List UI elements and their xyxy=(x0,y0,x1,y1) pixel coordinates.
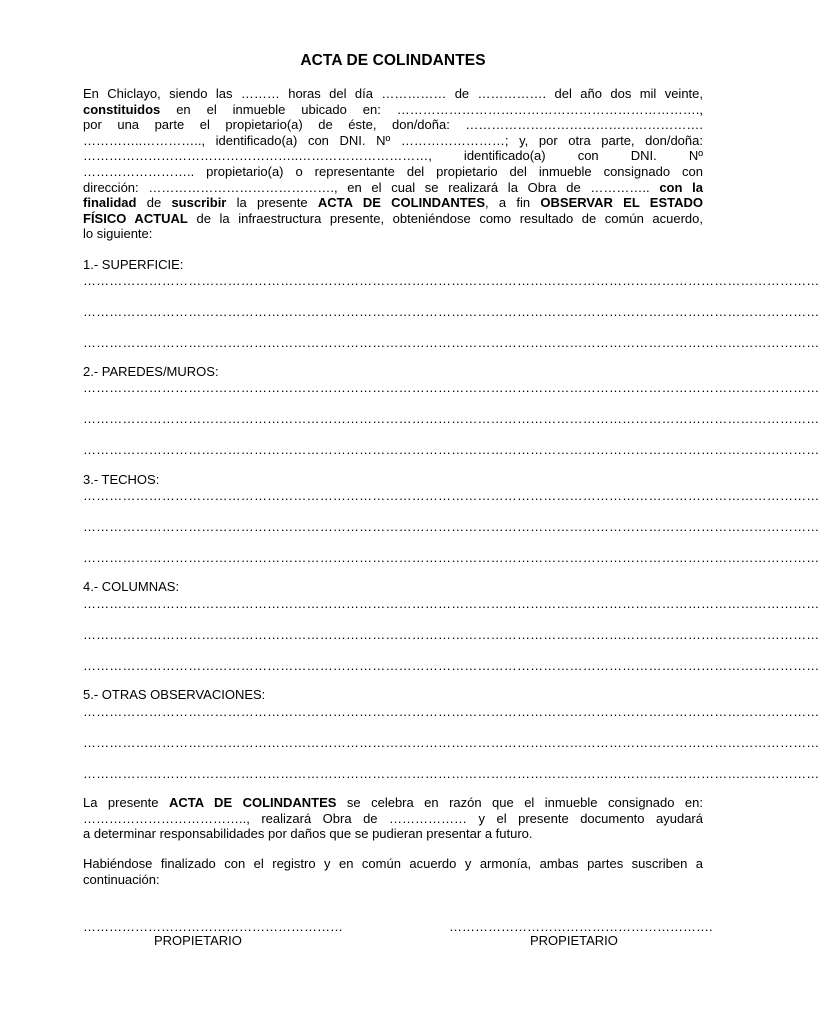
intro-line-1: En Chiclayo, siendo las ……… horas del día …………… de ……………. del año dos mil veinte, xyxy=(83,86,703,101)
signature-line-left[interactable]: …………………………………………………… xyxy=(83,919,343,934)
fill-line[interactable]: …………………………………………………………………………………………………………………………………………………… xyxy=(83,273,819,288)
closing-line-3: a determinar responsabilidades por daños que se pudieran presentar a futuro. xyxy=(83,826,533,842)
fill-line[interactable]: …………………………………………………………………………………………………………………………………………………… xyxy=(83,658,819,673)
fill-line[interactable]: …………………………………………………………………………………………………………………………………………………… xyxy=(83,380,819,395)
closing-line-1: La presente ACTA DE COLINDANTES se celebra en razón que el inmueble consignado en: xyxy=(83,795,703,810)
fill-line[interactable]: …………………………………………………………………………………………………………………………………………………… xyxy=(83,488,819,503)
intro-line-6: …………………….. propietario(a) o representante del propietario del inmueble consignado con xyxy=(83,163,703,179)
section-heading-columnas: 4.- COLUMNAS: xyxy=(83,579,180,594)
intro-line-5: …………………………………………..…………………………, identificado(a) con DNI. Nº xyxy=(83,148,703,164)
intro-line-2: constituidos en el inmueble ubicado en: ……………………………………………………………., xyxy=(83,101,703,117)
signature-line-right[interactable]: ……………………………………………………. xyxy=(449,919,713,934)
intro-line-8: finalidad de suscribir la presente ACTA DE COLINDANTES, a fin OBSERVAR EL ESTADO xyxy=(83,195,703,211)
agreement-paragraph xyxy=(83,856,703,887)
intro-paragraph xyxy=(83,86,703,242)
section-heading-superficie: 1.- SUPERFICIE: xyxy=(83,257,184,272)
intro-line-3: por una parte el propietario(a) de éste, don/doña: ………………………………………………. xyxy=(83,117,703,133)
intro-line-4: …………..………….., identificado(a) con DNI. Nº ……………………; y, por otra parte, don/doña: xyxy=(83,132,703,148)
intro-line-10: lo siguiente: xyxy=(83,226,153,242)
section-heading-paredes: 2.- PAREDES/MUROS: xyxy=(83,364,219,379)
closing-line-2: ……………………………….., realizará Obra de ……………… y el presente documento ayudará xyxy=(83,810,703,826)
fill-line[interactable]: …………………………………………………………………………………………………………………………………………………… xyxy=(83,766,819,781)
fill-line[interactable]: …………………………………………………………………………………………………………………………………………………… xyxy=(83,335,819,350)
intro-line-9: FÍSICO ACTUAL de la infraestructura presente, obteniéndose como resultado de común acuerdo, xyxy=(83,210,703,226)
section-heading-otras-observaciones: 5.- OTRAS OBSERVACIONES: xyxy=(83,687,266,702)
fill-line[interactable]: …………………………………………………………………………………………………………………………………………………… xyxy=(83,411,819,426)
signature-label-right: PROPIETARIO xyxy=(530,933,618,948)
closing-paragraph xyxy=(83,795,703,842)
fill-line[interactable]: …………………………………………………………………………………………………………………………………………………… xyxy=(83,550,819,565)
fill-line[interactable]: …………………………………………………………………………………………………………………………………………………… xyxy=(83,704,819,719)
agreement-line-1: Habiéndose finalizado con el registro y en común acuerdo y armonía, ambas partes suscriben a xyxy=(83,856,703,871)
bold-constituidos: constituidos xyxy=(83,101,161,117)
fill-line[interactable]: …………………………………………………………………………………………………………………………………………………… xyxy=(83,596,819,611)
document-title: ACTA DE COLINDANTES xyxy=(300,52,486,69)
fill-line[interactable]: …………………………………………………………………………………………………………………………………………………… xyxy=(83,304,819,319)
signature-label-left: PROPIETARIO xyxy=(154,933,242,948)
fill-line[interactable]: …………………………………………………………………………………………………………………………………………………… xyxy=(83,442,819,457)
agreement-line-2: continuación: xyxy=(83,871,160,887)
section-heading-techos: 3.- TECHOS: xyxy=(83,472,160,487)
fill-line[interactable]: …………………………………………………………………………………………………………………………………………………… xyxy=(83,735,819,750)
fill-line[interactable]: …………………………………………………………………………………………………………………………………………………… xyxy=(83,519,819,534)
fill-line[interactable]: …………………………………………………………………………………………………………………………………………………… xyxy=(83,627,819,642)
intro-line-7: dirección: ……………………………………., en el cual se realizará la Obra de ………….. con la xyxy=(83,179,703,195)
